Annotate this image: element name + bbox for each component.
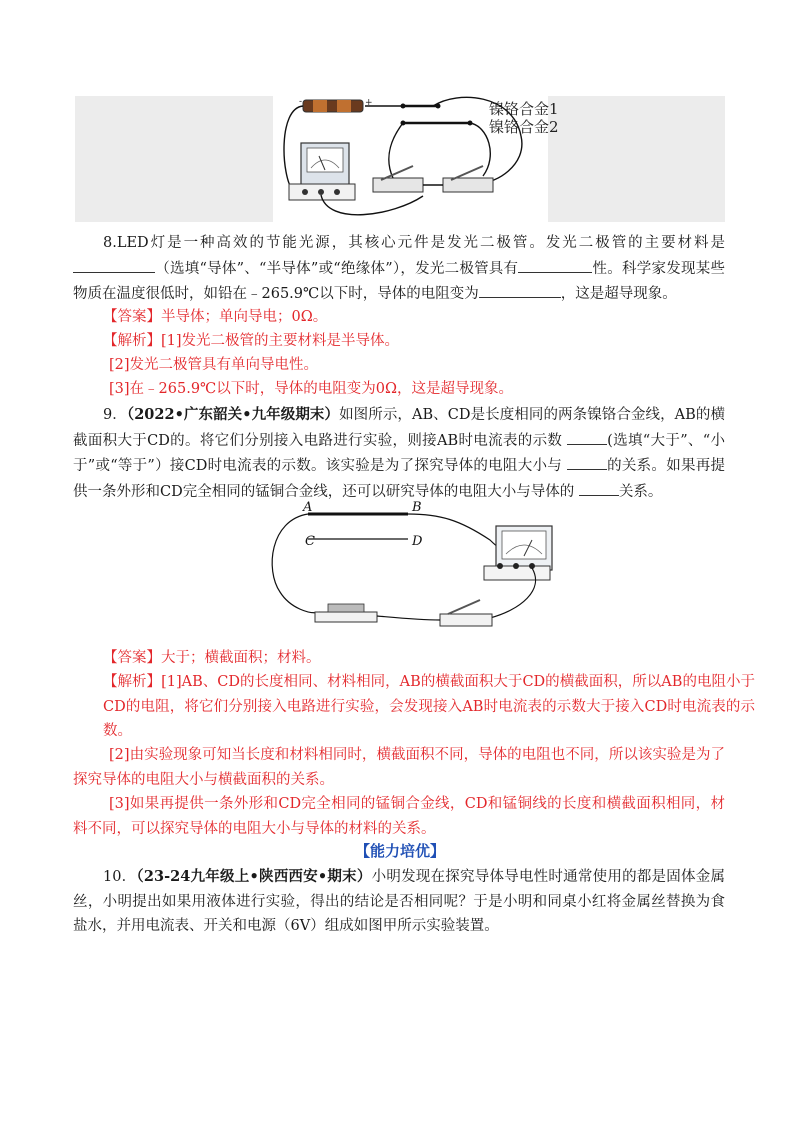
analysis-text: [1]AB、CD的长度相同、材料相同，AB的横截面积大于CD的横截面积，所以AB的电阻小于CD的电阻，将它们分别接入电路进行实验，会发现接入AB时电流表的示数大于接入CD时电流表的示数。 <box>103 674 756 739</box>
q8-text-2: （选填“导体”、“半导体”或“绝缘体”），发光二极管具有 <box>155 260 519 277</box>
label-c: C <box>305 534 315 549</box>
q8-blank-1 <box>73 256 155 273</box>
q9-text-4: 关系。 <box>618 483 663 500</box>
label-d: D <box>412 534 423 549</box>
analysis-tag: 【解析】 <box>103 333 161 349</box>
q9-answer <box>73 646 755 671</box>
q8-analysis-3: [3]在﹣265.9℃以下时，导体的电阻变为0Ω，这是超导现象。 <box>109 381 514 397</box>
svg-text:-: - <box>299 97 303 107</box>
circuit-figure-1 <box>75 96 725 222</box>
figure-left-panel <box>75 96 273 222</box>
q8-analysis-2: [2]发光二极管具有单向导电性。 <box>109 357 319 373</box>
q8-blank-3 <box>479 281 561 298</box>
q9-source: （2022•广东韶关•九年级期末） <box>126 406 340 423</box>
svg-text:+: + <box>365 98 373 108</box>
answer-tag: 【答案】 <box>103 650 161 666</box>
q9-blank-2 <box>567 453 607 470</box>
analysis-tag: 【解析】 <box>103 674 162 690</box>
q10-text: 小明发现在探究导体导电性时通常使用的都是固体金属丝，小明提出如果用液体进行实验，得出的结论是否相同呢？于是小明和同桌小红将金属丝替换为食盐水，并用电流表、开关和电源（6V）组成如图甲所示实验装置。 <box>73 869 725 934</box>
question-10 <box>73 865 725 939</box>
circuit-diagram-2 <box>270 500 570 635</box>
analysis-text: [1]发光二极管的主要材料是半导体。 <box>161 333 400 349</box>
answer-text: 大于；横截面积；材料。 <box>161 650 321 666</box>
q9-analysis-1 <box>73 670 755 744</box>
q8-blank-2 <box>518 256 592 273</box>
q9-text-3: 的关系。如果再提供一条外形和CD完全相同的锰铜合金线，还可以研究导体的电阻大小与导体的 <box>73 458 725 500</box>
q10-source: （23-24九年级上•陕西西安•期末） <box>136 868 372 885</box>
q9-blank-1 <box>567 428 607 445</box>
q9-number: 9． <box>103 407 127 423</box>
q8-analysis-1 <box>73 329 755 354</box>
q9-text-1: 如图所示，AB、CD是长度相同的两条镍铬合金线，AB的横截面积大于CD的。将它们分别接入电路进行实验，则接AB时电流表的示数 <box>73 407 725 449</box>
q9-analysis-2: [2]由实验现象可知当长度和材料相同时，横截面积不同，导体的电阻也不同，所以该实验是为了探究导体的电阻大小与横截面积的关系。 <box>73 747 725 788</box>
question-9 <box>73 403 725 504</box>
q8-text-4: ，这是超导现象。 <box>560 286 677 302</box>
answer-tag: 【答案】 <box>103 309 161 325</box>
label-a: A <box>303 500 313 515</box>
q9-blank-3 <box>579 479 619 496</box>
section-heading: 【能力培优】 <box>354 842 445 860</box>
q9-analysis-3: [3]如果再提供一条外形和CD完全相同的锰铜合金线，CD和锰铜线的长度和横截面积相同，材料不同，可以探究导体的电阻大小与导体的材料的关系。 <box>73 796 725 837</box>
wire-label-1: 镍铬合金1 <box>489 100 559 118</box>
question-8 <box>73 231 725 307</box>
label-b: B <box>412 500 422 515</box>
figure-right-panel <box>548 96 725 222</box>
q9-text-2: (选填“大于”、“小于”或“等于”）接CD时电流表的示数。该实验是为了探究导体的电阻大小与 <box>73 432 725 474</box>
q10-number: 10． <box>103 869 137 885</box>
answer-text: 半导体；单向导电；0Ω。 <box>161 309 328 325</box>
wire-label-2: 镍铬合金2 <box>489 118 559 136</box>
q8-number: 8. <box>103 235 117 251</box>
q8-text-1: LED灯是一种高效的节能光源，其核心元件是发光二极管。发光二极管的主要材料是 <box>116 235 725 251</box>
q8-text-3: 性。科学家发现某些物质在温度很低时，如铅在﹣265.9℃以下时，导体的电阻变为 <box>73 260 725 302</box>
q8-answer <box>73 305 755 330</box>
